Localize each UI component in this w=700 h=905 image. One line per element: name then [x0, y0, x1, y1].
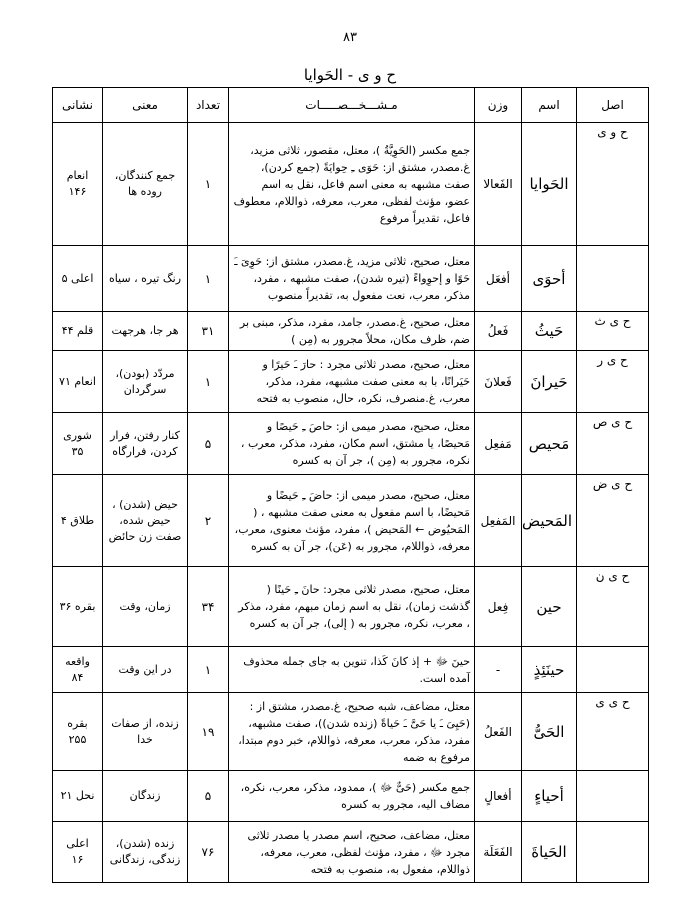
reference-line: واقعه [65, 654, 90, 668]
reference-cell [53, 822, 103, 883]
meaning-line: سرگردان [123, 382, 167, 396]
pattern-cell: مَفعِل [475, 413, 522, 475]
word-cell: المَحیض [522, 475, 577, 567]
word-cell: الحَوایا [522, 123, 577, 246]
count-cell: ۱ [188, 351, 229, 413]
count-cell: ۱ [188, 123, 229, 246]
count-cell: ۵ [188, 413, 229, 475]
root-cell: ح ی ن [577, 567, 649, 647]
reference-line: نحل ۲۱ [60, 789, 95, 802]
table-row [53, 771, 649, 822]
word-cell: حین [522, 567, 577, 647]
reference-cell [53, 312, 103, 351]
meaning-line: حیض شده، [119, 513, 171, 527]
header-reference: نشانی [53, 88, 103, 123]
table-row [53, 567, 649, 647]
pattern-cell: الفَعَلَة [475, 822, 522, 883]
description-cell: معتل، صحیح، ثلاثی مزید، غ.مصدر، مشتق از: حَوِیَ ـَ حَوًا و إحوِواءً (تیره شدن)، صفت مشبهه ، مفرد، مذکر، معرب، نعت مفعول به، تقدیراً منصوب [229, 246, 475, 312]
reference-line: قلم ۴۴ [61, 324, 94, 337]
pattern-cell: فَعلُ [475, 312, 522, 351]
pattern-cell: أفعالٍ [475, 771, 522, 822]
root-cell: ح ی ض [577, 475, 649, 567]
meaning-line: مردّد (بودن)، [115, 366, 175, 380]
meaning-line: کردن، فرارگاه [112, 444, 178, 458]
meaning-line: رنگ تیره ، سیاه [108, 271, 182, 285]
description-cell: معتل، مضاعف، صحیح، اسم مصدر یا مصدر ثلاثی مجرد ﷻ ، مفرد، مؤنث لفظی، معرب، معرفه، ذواللام، مفعول به، منصوب به فتحه [229, 822, 475, 883]
count-cell: ۳۴ [188, 567, 229, 647]
root-cell: ح ی ص [577, 413, 649, 475]
reference-cell [53, 475, 103, 567]
header-word: اسم [522, 88, 577, 123]
word-cell: أحوَی [522, 246, 577, 312]
table-row [53, 647, 649, 693]
page-number: ۸۳ [343, 30, 357, 45]
meaning-line: حیض (شدن) ، [112, 497, 178, 511]
count-cell: ۲ [188, 475, 229, 567]
pattern-cell: أفعَل [475, 246, 522, 312]
table-row [53, 246, 649, 312]
reference-cell [53, 413, 103, 475]
description-cell: معتل، صحیح، مصدر میمی از: حاصَ ـِ حَیصًا و مَحیصًا، یا مشتق، اسم مکان، مفرد، مذکر، معرب ، نکره، مجرور به (مِن )، جر آن به کسره [229, 413, 475, 475]
pattern-cell: - [475, 647, 522, 693]
meaning-cell [103, 647, 188, 693]
lexicon-table [52, 87, 649, 883]
count-cell: ۵ [188, 771, 229, 822]
reference-cell [53, 693, 103, 771]
header-count: تعداد [188, 88, 229, 123]
header-description: مـشـــخـــصـــــات [229, 88, 475, 123]
meaning-cell [103, 822, 188, 883]
word-cell: مَحیص [522, 413, 577, 475]
word-cell: حَیرانَ [522, 351, 577, 413]
header-pattern: وزن [475, 88, 522, 123]
table-row [53, 413, 649, 475]
root-cell [577, 822, 649, 883]
header-root: اصل [577, 88, 649, 123]
description-cell: معتل، صحیح، مصدر میمی از: حاضَ ـِ حَیضًا و مَحیضًا، با اسم مفعول به معنی صفت مشبهه ، ( المَحیُوض ← المَحیض )، مفرد، مؤنث معنوی، معرب، معرفه، ذواللام، مجرور به (عَن)، جر آن به کسره [229, 475, 475, 567]
root-cell: ح ی ث [577, 312, 649, 351]
count-cell: ۱ [188, 246, 229, 312]
table-row [53, 351, 649, 413]
reference-cell [53, 351, 103, 413]
reference-line: شوری [63, 428, 92, 442]
reference-cell [53, 771, 103, 822]
meaning-cell [103, 693, 188, 771]
meaning-cell [103, 351, 188, 413]
root-cell [577, 647, 649, 693]
reference-line: ۱۴۶ [68, 185, 87, 198]
meaning-line: کنار رفتن، فرار [110, 428, 180, 442]
meaning-line: صفت زن حائض [108, 529, 182, 543]
reference-line: طلاق ۴ [60, 513, 95, 527]
reference-cell [53, 246, 103, 312]
meaning-line: در این وقت [118, 662, 172, 676]
count-cell: ۳۱ [188, 312, 229, 351]
reference-line: بقره ۳۶ [59, 599, 96, 613]
meaning-cell [103, 567, 188, 647]
description-cell: جمع مکسر (الحَوِیَّةُ )، معتل، مقصور، ثلاثی مزید، غ.مصدر، مشتق از: حَوَی ـِ حِوایَةً (جمع کردن)، صفت مشبهه به معنی اسم فاعل، نقل به اسم عضو، مؤنث لفظی، معرب، معرفه، ذواللام، معطوف فاعل، تقدیراً مرفوع [229, 123, 475, 246]
description-cell: معتل، صحیح، مصدر ثلاثی مجرد : حارَ ـَ حَیرًا و حَیَرانًا، با به معنی صفت مشبهه، مفرد، مذکر، معرب، غ.منصرف، نکره، حال، منصوب به فتحه [229, 351, 475, 413]
table-row [53, 822, 649, 883]
reference-line: اعلی [66, 837, 89, 850]
reference-cell [53, 567, 103, 647]
header-meaning: معنی [103, 88, 188, 123]
reference-cell [53, 123, 103, 246]
table-row [53, 475, 649, 567]
meaning-line: زندگان [129, 789, 161, 802]
root-cell [577, 771, 649, 822]
pattern-cell: المَفعِل [475, 475, 522, 567]
count-cell: ۷۶ [188, 822, 229, 883]
pattern-cell: الفَعالا [475, 123, 522, 246]
reference-line: اعلی ۵ [61, 271, 94, 285]
description-cell: معتل، صحیح، مصدر ثلاثی مجرد: حانَ ـِ حَینًا ( گذشت زمان)، نقل به اسم زمان مبهم، مفرد، مذکر ، معرب، نکره، مجرور به ( إلی)، جر آن به کسره [229, 567, 475, 647]
root-cell [577, 246, 649, 312]
pattern-cell: فَعلانَ [475, 351, 522, 413]
root-cell: ح ی ر [577, 351, 649, 413]
root-cell: ح ی ی [577, 693, 649, 771]
count-cell: ۱ [188, 647, 229, 693]
reference-line: ۳۵ [71, 444, 84, 458]
word-cell: الحَیُّ [522, 693, 577, 771]
reference-line: ۲۵۵ [68, 732, 87, 746]
description-cell: معتل، صحیح، غ.مصدر، جامد، مفرد، مذکر، مبنی بر ضم، ظرف مکان، محلاً مجرور به (مِن ) [229, 312, 475, 351]
meaning-cell [103, 246, 188, 312]
meaning-line: زمان، وقت [119, 599, 171, 613]
meaning-line: زنده (شدن)، [115, 837, 175, 850]
reference-line: بقره [67, 716, 88, 730]
meaning-cell [103, 771, 188, 822]
meaning-line: زندگی، زندگانی [109, 853, 181, 866]
meaning-line: زنده، از صفات [111, 716, 179, 730]
reference-line: انعام [66, 169, 89, 182]
meaning-line: خدا [137, 732, 153, 746]
meaning-line: جمع کنندگان، [114, 169, 176, 182]
pattern-cell: الفَعلُ [475, 693, 522, 771]
page-title: ح و ی - الحَوایا [303, 66, 397, 84]
reference-line: انعام ۷۱ [59, 374, 96, 388]
root-cell: ح و ی [577, 123, 649, 246]
meaning-line: هر جا، هرجهت [111, 324, 179, 337]
table-row [53, 123, 649, 246]
description-cell: حینَ ﷻ + إذ کانَ کَذا، تنوین به جای جمله محذوف آمده است. [229, 647, 475, 693]
word-cell: الحَیاةَ [522, 822, 577, 883]
word-cell: أحیاءٍ [522, 771, 577, 822]
count-cell: ۱۹ [188, 693, 229, 771]
table-row [53, 693, 649, 771]
meaning-cell [103, 413, 188, 475]
header-row [53, 88, 649, 123]
word-cell: حینَئِذٍ [522, 647, 577, 693]
table-row [53, 312, 649, 351]
word-cell: حَیثُ [522, 312, 577, 351]
reference-cell [53, 647, 103, 693]
meaning-cell [103, 475, 188, 567]
meaning-cell [103, 123, 188, 246]
meaning-cell [103, 312, 188, 351]
reference-line: ۱۶ [71, 853, 84, 866]
meaning-line: روده ها [128, 185, 162, 198]
description-cell: جمع مکسر (حَیٌّ ﷻ )، ممدود، مذکر، معرب، نکره، مضاف الیه، مجرور به کسره [229, 771, 475, 822]
description-cell: معتل، مضاعف، شبه صحیح، غ.مصدر، مشتق از : (حَیِیَ ـَ یا حَیَّ ـَ حَیاةً (زنده شدن))، صفت مشبهه، مفرد، مذکر، معرب، معرفه، ذواللام، خبر دوم مبتدا، مرفوع به ضمه [229, 693, 475, 771]
reference-line: ۸۴ [71, 670, 84, 684]
pattern-cell: فِعل [475, 567, 522, 647]
